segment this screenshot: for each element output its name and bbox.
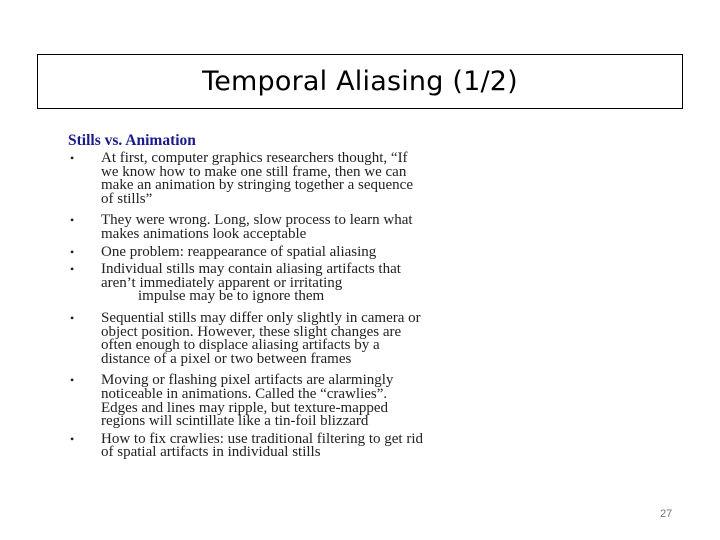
bullet-line: we know how to make one still frame, then we can (101, 163, 407, 180)
bullet-line: impulse may be to ignore them (138, 288, 325, 305)
bullet-item (68, 263, 568, 304)
bullet-item (68, 214, 568, 241)
bullet-line: Edges and lines may ripple, but texture-mapped (101, 399, 388, 416)
bullet-line: How to fix crawlies: use traditional filtering to get rid (101, 430, 424, 447)
bullet-marker: • (70, 310, 75, 325)
bullet-line: Sequential stills may differ only slightly in camera or (101, 309, 421, 326)
bullet-line: of spatial artifacts in individual stills (101, 444, 321, 461)
bullet-item (68, 152, 568, 206)
slide-title-box (37, 54, 683, 109)
bullet-marker: • (70, 262, 75, 277)
bullet-line: aren’t immediately apparent or irritating (101, 274, 343, 291)
bullet-line: Individual stills may contain aliasing artifacts that (101, 261, 401, 278)
bullet-line: of stills” (101, 190, 153, 207)
bullet-line: often enough to displace aliasing artifacts by a (101, 337, 380, 354)
bullet-line: make an animation by stringing together a sequence (101, 177, 413, 194)
bullet-line: Moving or flashing pixel artifacts are alarmingly (101, 372, 394, 389)
bullet-line: At first, computer graphics researchers thought, “If (101, 150, 408, 166)
bullet-item (68, 374, 568, 428)
bullet-marker: • (70, 151, 75, 165)
bullet-line: They were wrong. Long, slow process to learn what (101, 212, 413, 229)
section-heading: Stills vs. Animation (68, 132, 196, 149)
bullet-list (68, 152, 568, 460)
bullet-marker: • (70, 213, 75, 228)
bullet-item (68, 430, 568, 461)
bullet-line: distance of a pixel or two between frames (101, 350, 352, 367)
bullet-line: One problem: reappearance of spatial aliasing (101, 243, 377, 260)
bullet-marker: • (70, 373, 75, 388)
bullet-item (68, 309, 568, 367)
page-number: 27 (660, 508, 673, 520)
bullet-marker: • (70, 431, 75, 446)
bullet-item (68, 243, 568, 260)
bullet-line: makes animations look acceptable (101, 225, 307, 242)
bullet-line: regions will scintillate like a tin-foil blizzard (101, 413, 369, 430)
bullet-line: object position. However, these slight changes are (101, 323, 402, 340)
slide-content (68, 133, 568, 464)
bullet-line: noticeable in animations. Called the “crawlies”. (101, 385, 388, 402)
bullet-marker: • (70, 244, 75, 259)
slide-title: Temporal Aliasing (1/2) (202, 66, 518, 97)
